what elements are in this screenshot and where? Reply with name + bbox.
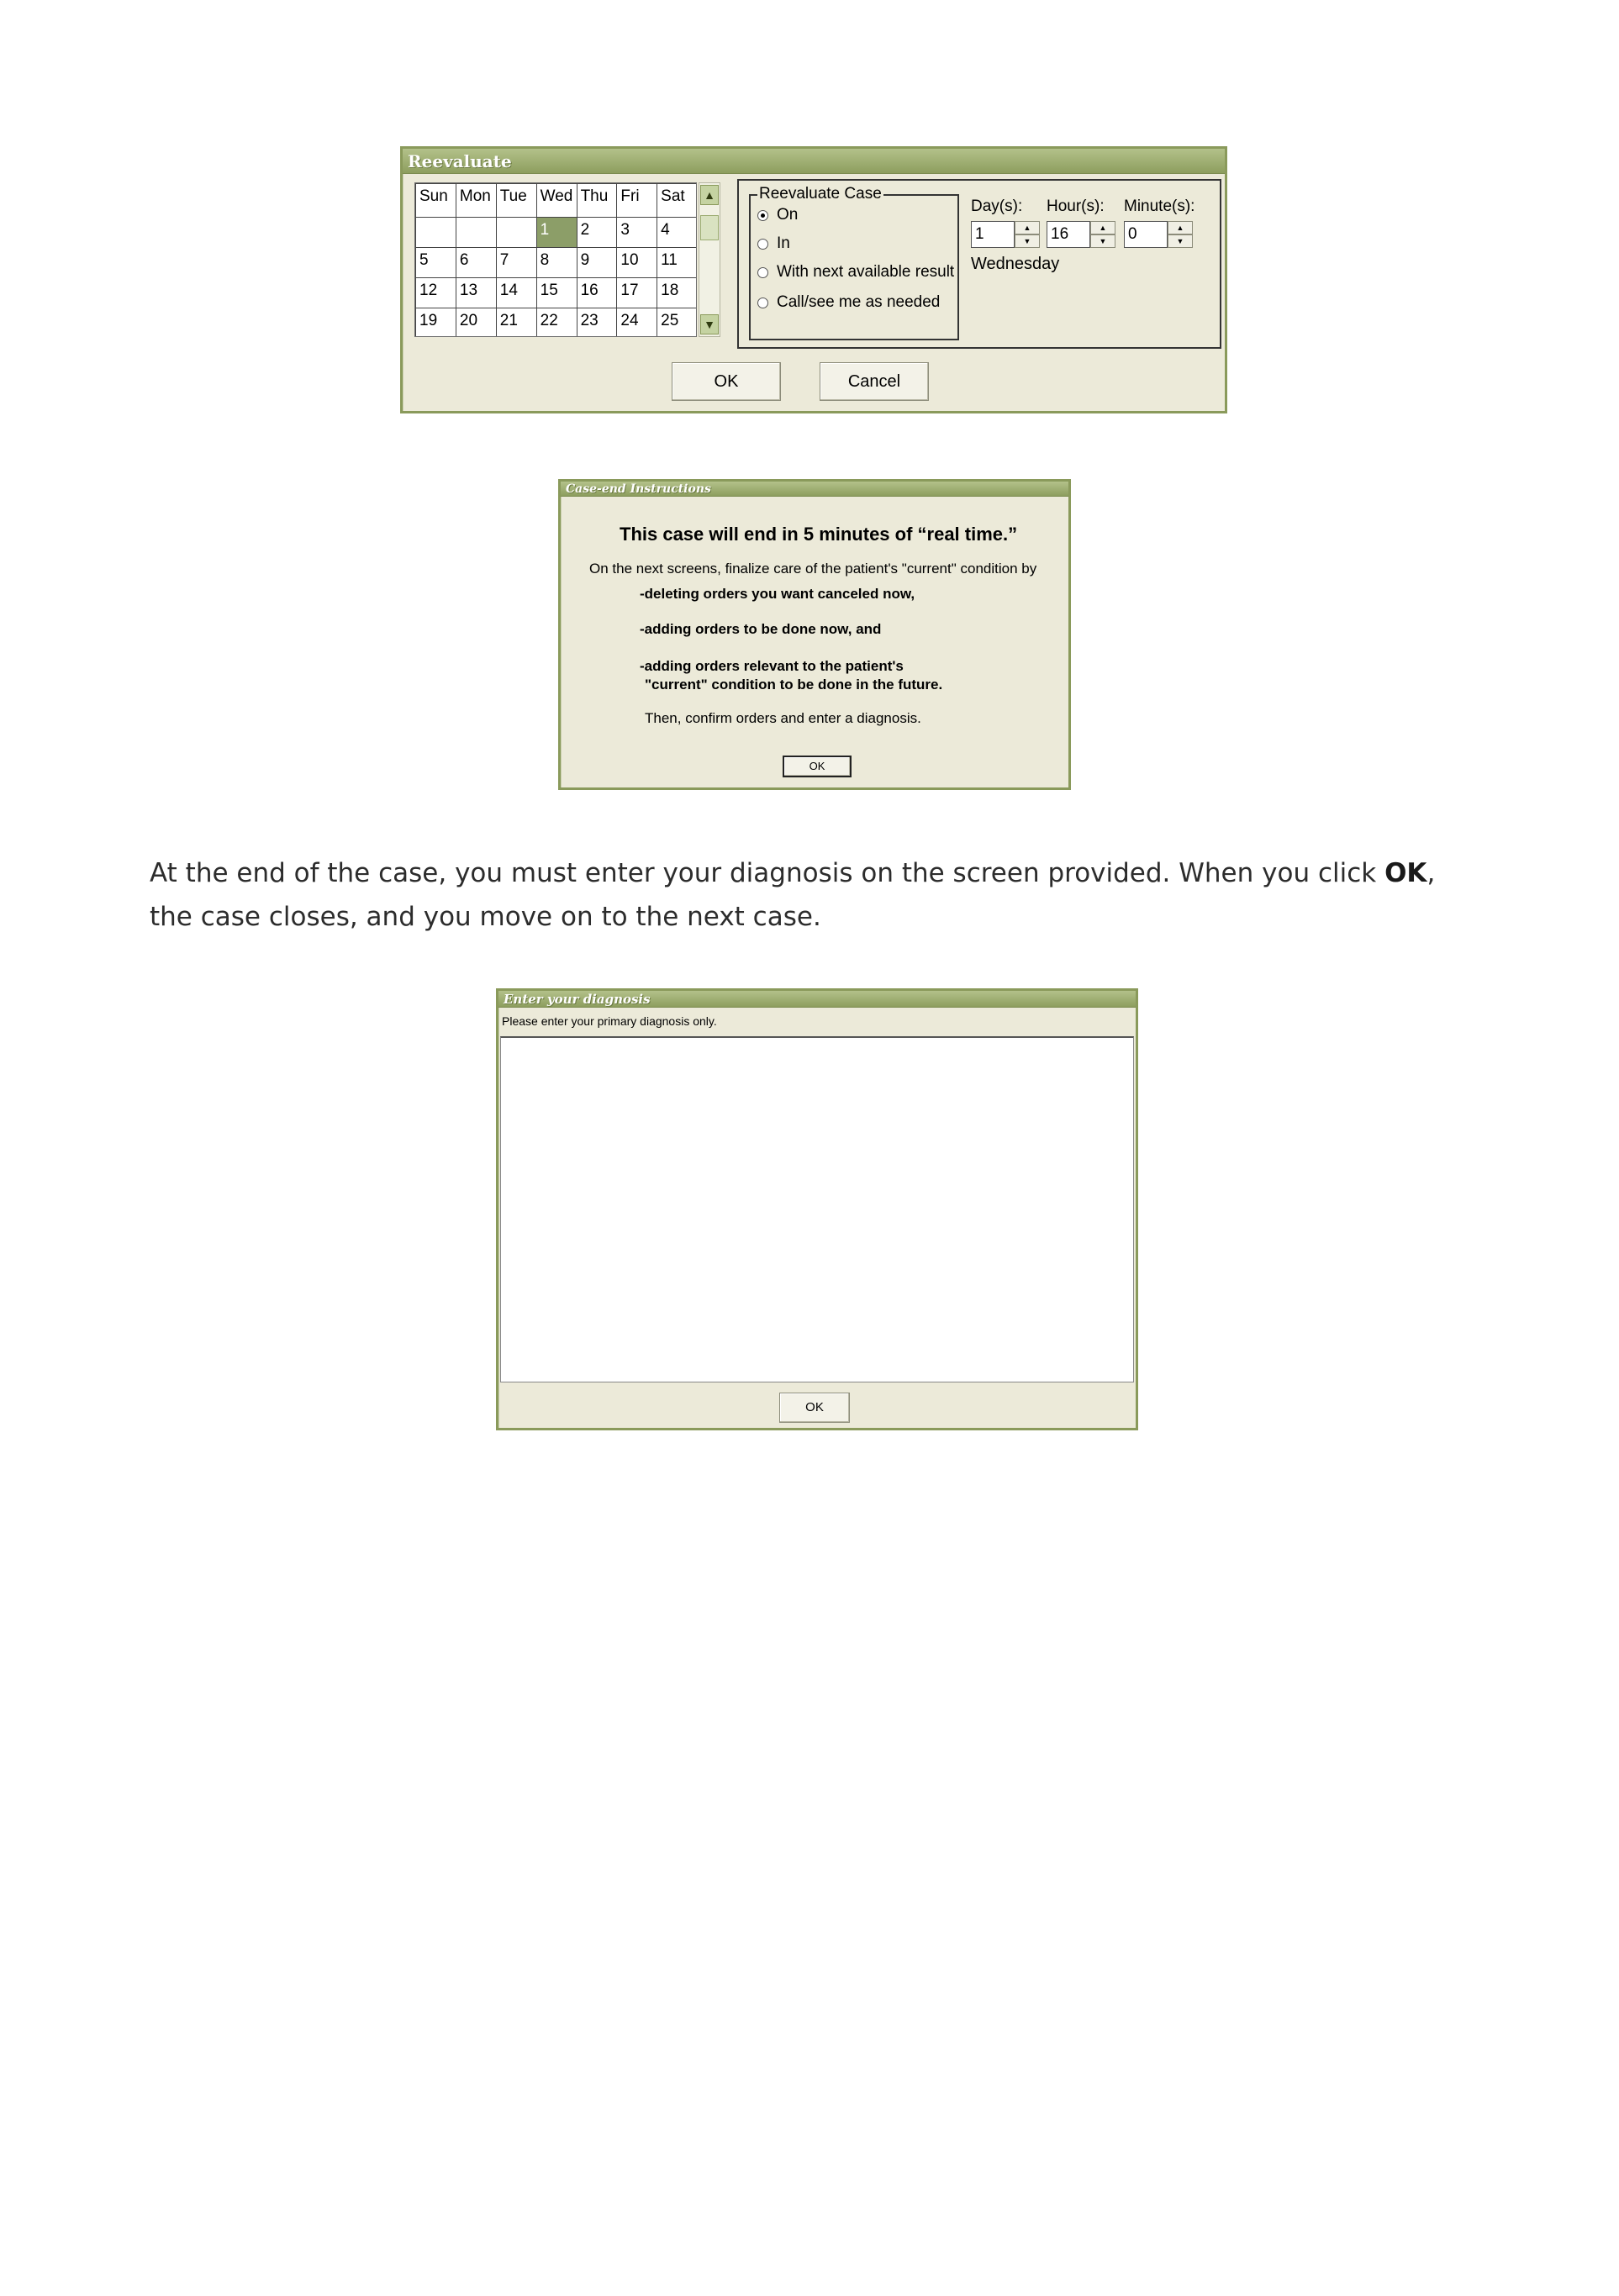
calendar-day[interactable]: 23 xyxy=(577,308,617,338)
calendar-day[interactable]: 19 xyxy=(416,308,456,338)
calendar-day[interactable]: 15 xyxy=(536,278,577,308)
calendar-empty-cell xyxy=(456,218,496,248)
paragraph-text-start: At the end of the case, you must enter your diagnosis on the screen provided. When you click xyxy=(150,858,1385,888)
calendar-week-row xyxy=(416,218,698,248)
calendar-day[interactable]: 24 xyxy=(617,308,657,338)
scroll-thumb[interactable] xyxy=(700,215,719,240)
weekday-header: Fri xyxy=(617,184,657,218)
calendar-day[interactable]: 16 xyxy=(577,278,617,308)
case-end-heading: This case will end in 5 minutes of “real time.” xyxy=(620,524,1018,545)
cancel-button[interactable]: Cancel xyxy=(820,362,929,401)
scroll-up-icon[interactable]: ▲ xyxy=(700,185,719,205)
calendar-day[interactable]: 8 xyxy=(536,248,577,278)
calendar-day[interactable]: 7 xyxy=(496,248,536,278)
spin-up-icon[interactable]: ▲ xyxy=(1090,221,1115,234)
days-spinner[interactable] xyxy=(971,221,1040,248)
radio-icon xyxy=(757,267,768,278)
reevaluate-title: Reevaluate xyxy=(403,149,1225,174)
calendar-day[interactable]: 4 xyxy=(657,218,697,248)
option-label: With next available result xyxy=(777,263,955,281)
reevaluate-case-label: Reevaluate Case xyxy=(759,185,882,203)
calendar-empty-cell xyxy=(496,218,536,248)
radio-icon xyxy=(757,210,768,221)
calendar-empty-cell xyxy=(416,218,456,248)
radio-icon xyxy=(757,239,768,250)
ok-button[interactable]: OK xyxy=(783,756,852,777)
calendar-day[interactable]: 6 xyxy=(456,248,496,278)
option-label: Call/see me as needed xyxy=(777,293,941,311)
calendar-day[interactable]: 21 xyxy=(496,308,536,338)
calendar-day[interactable]: 3 xyxy=(617,218,657,248)
instruction-paragraph xyxy=(150,851,1478,939)
calendar-day[interactable]: 1 xyxy=(536,218,577,248)
radio-icon xyxy=(757,298,768,308)
calendar-day[interactable]: 5 xyxy=(416,248,456,278)
calendar-day[interactable]: 22 xyxy=(536,308,577,338)
calendar-day[interactable]: 18 xyxy=(657,278,697,308)
spin-up-icon[interactable]: ▲ xyxy=(1168,221,1193,234)
diagnosis-dialog xyxy=(496,988,1138,1430)
calendar-day[interactable]: 10 xyxy=(617,248,657,278)
calendar-day[interactable]: 2 xyxy=(577,218,617,248)
hours-label: Hour(s): xyxy=(1047,197,1105,215)
option-label: In xyxy=(777,234,790,252)
reevaluate-case-group xyxy=(749,185,959,340)
calendar xyxy=(414,182,697,337)
case-end-bullet-3a: -adding orders relevant to the patient's xyxy=(640,658,904,674)
option-label: On xyxy=(777,206,799,224)
spin-down-icon[interactable]: ▼ xyxy=(1168,234,1193,248)
case-end-bullet-2: -adding orders to be done now, and xyxy=(640,621,882,637)
calendar-day[interactable]: 20 xyxy=(456,308,496,338)
calendar-day[interactable]: 9 xyxy=(577,248,617,278)
option-call-radio[interactable] xyxy=(757,293,940,312)
weekday-header: Sat xyxy=(657,184,697,218)
hours-input[interactable]: 16 xyxy=(1047,221,1090,248)
calendar-day[interactable]: 11 xyxy=(657,248,697,278)
case-end-title: Case-end Instructions xyxy=(561,482,1068,497)
paragraph-text-end: , the case closes, and you move on to the next case. xyxy=(150,858,1436,932)
spin-down-icon[interactable]: ▼ xyxy=(1090,234,1115,248)
diagnosis-prompt: Please enter your primary diagnosis only. xyxy=(502,1014,717,1028)
weekday-header: Thu xyxy=(577,184,617,218)
paragraph-ok-emphasis: OK xyxy=(1384,858,1427,888)
scroll-down-icon[interactable]: ▼ xyxy=(700,314,719,334)
day-name: Wednesday xyxy=(971,255,1060,273)
calendar-day[interactable]: 13 xyxy=(456,278,496,308)
option-next-result-radio[interactable] xyxy=(757,263,954,282)
reevaluate-dialog xyxy=(400,146,1227,413)
reevaluate-settings-panel xyxy=(737,179,1221,349)
weekday-header: Tue xyxy=(496,184,536,218)
weekday-header: Mon xyxy=(456,184,496,218)
days-label: Day(s): xyxy=(971,197,1023,215)
calendar-day[interactable]: 17 xyxy=(617,278,657,308)
option-in-radio[interactable] xyxy=(757,234,790,253)
option-on-radio[interactable] xyxy=(757,206,798,224)
weekday-header: Wed xyxy=(536,184,577,218)
minutes-spinner[interactable] xyxy=(1124,221,1193,248)
calendar-week-row xyxy=(416,278,698,308)
spin-down-icon[interactable]: ▼ xyxy=(1015,234,1040,248)
hours-spinner[interactable] xyxy=(1047,221,1115,248)
calendar-week-row xyxy=(416,248,698,278)
diagnosis-title: Enter your diagnosis xyxy=(498,991,1136,1008)
ok-button[interactable]: OK xyxy=(779,1393,850,1423)
case-end-intro: On the next screens, finalize care of the patient's "current" condition by xyxy=(589,561,1037,577)
calendar-week-row xyxy=(416,308,698,338)
case-end-dialog xyxy=(558,479,1071,790)
minutes-label: Minute(s): xyxy=(1124,197,1195,215)
days-input[interactable]: 1 xyxy=(971,221,1015,248)
ok-button[interactable]: OK xyxy=(672,362,781,401)
calendar-scrollbar[interactable] xyxy=(699,182,720,337)
diagnosis-input[interactable] xyxy=(500,1036,1134,1382)
spin-up-icon[interactable]: ▲ xyxy=(1015,221,1040,234)
case-end-closing: Then, confirm orders and enter a diagnosis. xyxy=(645,710,921,726)
calendar-day[interactable]: 12 xyxy=(416,278,456,308)
case-end-bullet-1: -deleting orders you want canceled now, xyxy=(640,586,915,602)
weekday-header: Sun xyxy=(416,184,456,218)
calendar-day[interactable]: 25 xyxy=(657,308,697,338)
minutes-input[interactable]: 0 xyxy=(1124,221,1168,248)
calendar-day[interactable]: 14 xyxy=(496,278,536,308)
case-end-bullet-3b: "current" condition to be done in the future. xyxy=(645,677,943,692)
